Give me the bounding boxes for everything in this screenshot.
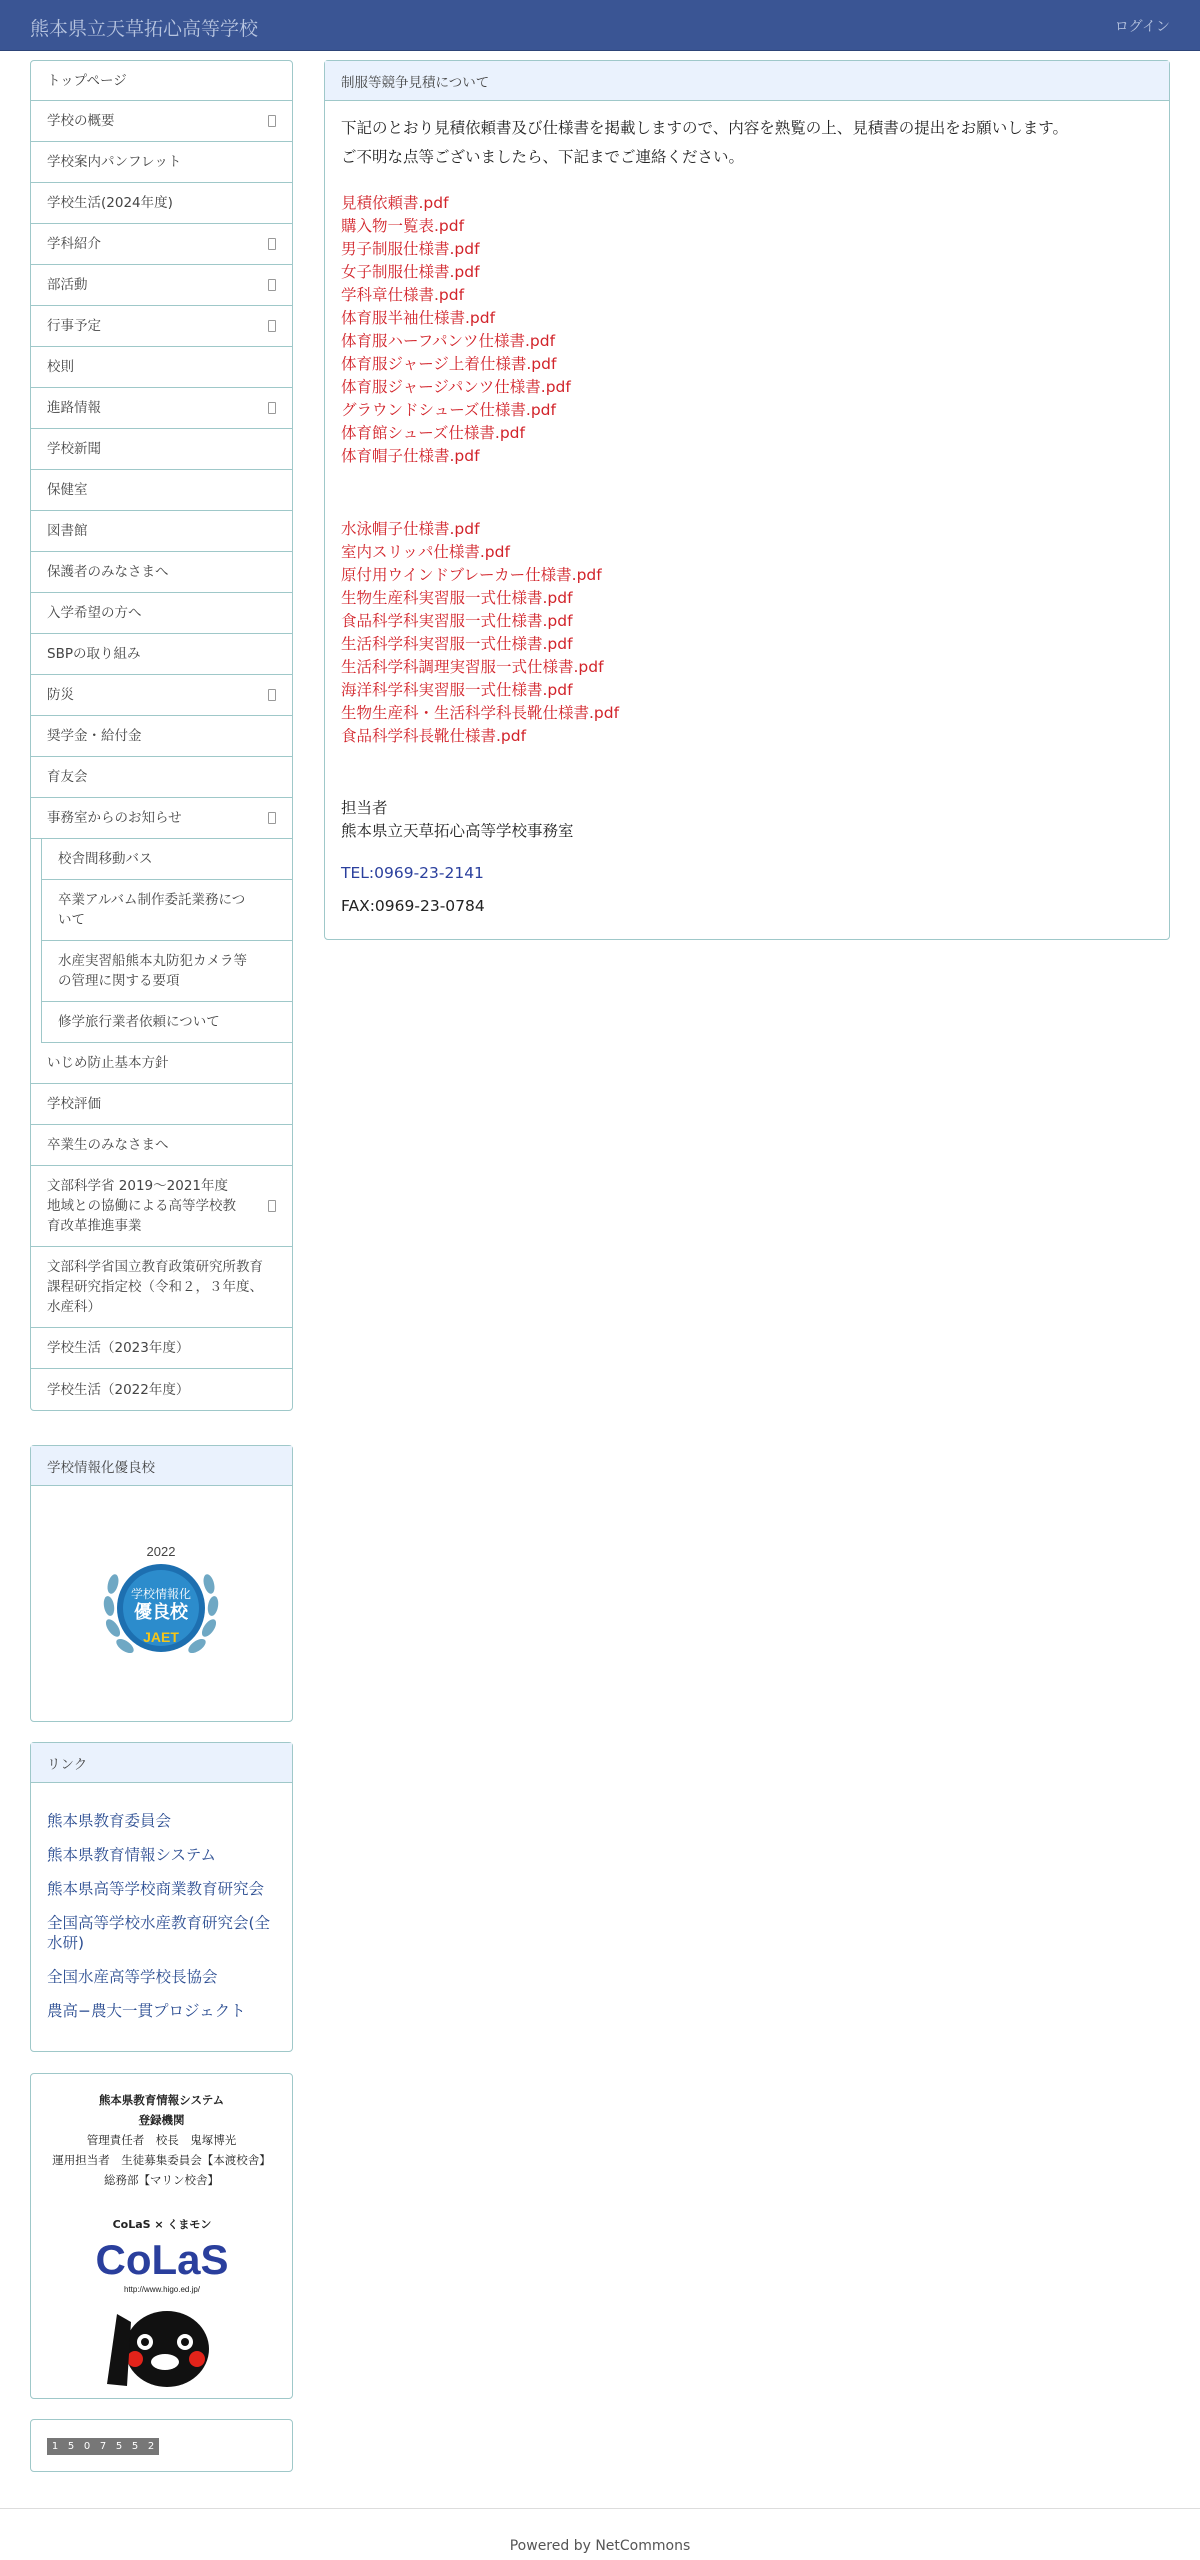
- sidebar-item[interactable]: [31, 347, 292, 388]
- pdf-link[interactable]: 見積依頼書.pdf: [341, 194, 449, 212]
- pdf-link[interactable]: 生物生産科・生活科学科長靴仕様書.pdf: [341, 704, 620, 722]
- expand-caret-icon[interactable]: [268, 812, 276, 824]
- sidebar-item[interactable]: [31, 306, 292, 347]
- pdf-link[interactable]: グラウンドシューズ仕様書.pdf: [341, 401, 556, 419]
- pdf-link[interactable]: 体育帽子仕様書.pdf: [341, 447, 480, 465]
- sidebar-item[interactable]: [31, 1043, 292, 1084]
- sidebar-item[interactable]: [31, 716, 292, 757]
- sidebar-item[interactable]: [31, 183, 292, 224]
- sidebar-item-label: 保健室: [47, 482, 88, 498]
- login-link[interactable]: ログイン: [1114, 19, 1170, 35]
- pdf-link[interactable]: 室内スリッパ仕様書.pdf: [341, 543, 510, 561]
- sidebar-item-label: トップページ: [47, 72, 127, 89]
- counter-digit: 5: [111, 2438, 127, 2455]
- sidebar-item[interactable]: [41, 1002, 292, 1043]
- sidebar-item-label: 文部科学省国立教育政策研究所教育課程研究指定校（令和２，３年度、水産科）: [47, 1259, 263, 1315]
- sidebar-item[interactable]: [31, 61, 292, 101]
- pdf-link[interactable]: 男子制服仕様書.pdf: [341, 240, 480, 258]
- sidebar-item-label: 校則: [47, 359, 74, 375]
- intro-text-1: 下記のとおり見積依頼書及び仕様書を掲載しますので、内容を熟覧の上、見積書の提出をお願いします。: [341, 119, 1068, 137]
- expand-caret-icon[interactable]: [268, 1200, 276, 1212]
- sidebar-item-label: 図書館: [47, 523, 88, 539]
- sidebar-item-label: 事務室からのお知らせ: [47, 810, 182, 826]
- expand-caret-icon[interactable]: [268, 402, 276, 414]
- access-counter-panel: [30, 2419, 293, 2472]
- sidebar-item[interactable]: [31, 1369, 292, 1410]
- sidebar-item-label: 卒業アルバム制作委託業務について: [58, 892, 246, 928]
- sidebar-item[interactable]: [31, 552, 292, 593]
- colas-url: http://www.higo.ed.jp/: [123, 2285, 200, 2294]
- pdf-list-2: [341, 518, 1153, 748]
- pdf-link[interactable]: 女子制服仕様書.pdf: [341, 263, 480, 281]
- counter-digit: 5: [127, 2438, 143, 2455]
- award-badge-image: [91, 1536, 231, 1676]
- pdf-link[interactable]: 食品科学科実習服一式仕様書.pdf: [341, 612, 573, 630]
- sidebar-item-label: 校舎間移動バス: [58, 851, 153, 867]
- top-navbar: [0, 0, 1200, 51]
- info-line: 総務部【マリン校舎】: [104, 2173, 219, 2187]
- sidebar-item-label: 奨学金・給付金: [47, 728, 142, 744]
- sidebar-item-label: 卒業生のみなさまへ: [47, 1137, 169, 1153]
- pdf-link[interactable]: 生活科学科調理実習服一式仕様書.pdf: [341, 658, 604, 676]
- sidebar-item[interactable]: [31, 1084, 292, 1125]
- sidebar-item-label: 学校評価: [47, 1096, 101, 1112]
- sidebar-item-label: 部活動: [47, 277, 88, 293]
- expand-caret-icon[interactable]: [268, 238, 276, 250]
- sidebar-item-label: 学校新聞: [47, 441, 101, 457]
- counter-digit: 1: [47, 2438, 63, 2455]
- sidebar-item[interactable]: [31, 1125, 292, 1166]
- pdf-link[interactable]: 体育服ジャージパンツ仕様書.pdf: [341, 378, 571, 396]
- sidebar-item-label: 文部科学省 2019～2021年度 地域との協働による高等学校教育改革推進事業: [47, 1178, 236, 1234]
- pdf-link[interactable]: 生物生産科実習服一式仕様書.pdf: [341, 589, 573, 607]
- site-title-link[interactable]: 熊本県立天草拓心高等学校: [30, 18, 259, 40]
- tel-link[interactable]: TEL:0969-23-2141: [341, 864, 484, 882]
- sidebar-item[interactable]: [31, 388, 292, 429]
- pdf-link[interactable]: 購入物一覧表.pdf: [341, 217, 465, 235]
- sidebar-item[interactable]: [31, 429, 292, 470]
- sidebar-item-label: 学校案内パンフレット: [47, 154, 182, 170]
- expand-caret-icon[interactable]: [268, 689, 276, 701]
- pdf-link[interactable]: 生活科学科実習服一式仕様書.pdf: [341, 635, 573, 653]
- sidebar-item-label: 進路情報: [47, 400, 101, 416]
- sidebar-item[interactable]: [31, 470, 292, 511]
- links-panel-heading: リンク: [31, 1743, 292, 1783]
- sidebar-item[interactable]: [31, 634, 292, 675]
- sidebar-item[interactable]: [31, 265, 292, 306]
- sidebar-item[interactable]: [31, 511, 292, 552]
- award-panel: [30, 1445, 293, 1722]
- sidebar-item-label: 行事予定: [47, 318, 101, 334]
- info-line: 管理責任者 校長 鬼塚博光: [86, 2133, 237, 2147]
- sidebar-item[interactable]: [31, 798, 292, 839]
- page-heading: 制服等競争見積について: [325, 61, 1169, 101]
- footer-divider: [0, 2508, 1200, 2509]
- sidebar-item[interactable]: [31, 101, 292, 142]
- external-link[interactable]: 全国水産高等学校長協会: [47, 1968, 218, 1986]
- info-line: 登録機関: [138, 2113, 185, 2127]
- sidebar-item[interactable]: [31, 1247, 292, 1328]
- sidebar-item[interactable]: [31, 593, 292, 634]
- pdf-list-1: [341, 192, 1153, 468]
- sidebar-item-label: 学科紹介: [47, 236, 101, 252]
- sidebar-item-label: 保護者のみなさまへ: [47, 564, 169, 580]
- sidebar-item-label: 入学希望の方へ: [47, 605, 142, 621]
- pdf-link[interactable]: 体育服ジャージ上着仕様書.pdf: [341, 355, 557, 373]
- counter-digit: 2: [143, 2438, 159, 2455]
- banner-title: CoLaS × くまモン: [112, 2218, 211, 2231]
- pdf-link[interactable]: 体育服半袖仕様書.pdf: [341, 309, 496, 327]
- award-mark: JAET: [143, 1629, 179, 1645]
- contact-office: 熊本県立天草拓心高等学校事務室: [341, 822, 574, 840]
- sidebar-item-label: 学校生活(2024年度): [47, 195, 173, 211]
- external-link[interactable]: 全国高等学校水産教育研究会(全水研): [47, 1914, 271, 1952]
- access-counter: [47, 2438, 159, 2455]
- expand-caret-icon[interactable]: [268, 279, 276, 291]
- expand-caret-icon[interactable]: [268, 320, 276, 332]
- fax-text: FAX:0969-23-0784: [341, 897, 485, 915]
- expand-caret-icon[interactable]: [268, 115, 276, 127]
- sidebar-item[interactable]: [31, 675, 292, 716]
- sidebar-item[interactable]: [31, 224, 292, 265]
- sidebar-item-label: 学校生活（2022年度）: [47, 1381, 190, 1398]
- sidebar-item[interactable]: [41, 880, 292, 941]
- colas-kumamon-banner[interactable]: [87, 2214, 237, 2394]
- pdf-link[interactable]: 水泳帽子仕様書.pdf: [341, 520, 480, 538]
- pdf-link[interactable]: 食品科学科長靴仕様書.pdf: [341, 727, 527, 745]
- external-link[interactable]: 熊本県教育情報システム: [47, 1846, 216, 1864]
- kumamon-icon: [107, 2311, 209, 2387]
- external-link[interactable]: 農高−農大一貫プロジェクト: [47, 2002, 246, 2020]
- info-system-panel: [30, 2073, 293, 2399]
- pdf-link[interactable]: 原付用ウインドブレーカー仕様書.pdf: [341, 566, 602, 584]
- counter-digit: 0: [79, 2438, 95, 2455]
- pdf-link[interactable]: 体育服ハーフパンツ仕様書.pdf: [341, 332, 556, 350]
- award-text-1: 学校情報化: [130, 1587, 192, 1601]
- info-line: 運用担当者 生徒募集委員会【本渡校舎】: [52, 2153, 271, 2167]
- counter-digit: 7: [95, 2438, 111, 2455]
- sidebar-item-label: 防災: [47, 687, 74, 703]
- colas-logo: CoLaS: [94, 2236, 229, 2283]
- sidebar-item-label: 育友会: [47, 769, 88, 785]
- sidebar-item[interactable]: [31, 1328, 292, 1369]
- sidebar-item-label: SBPの取り組み: [47, 646, 141, 662]
- external-link[interactable]: 熊本県教育委員会: [47, 1812, 172, 1830]
- sidebar-menu: [30, 60, 293, 1411]
- info-line: 熊本県教育情報システム: [98, 2093, 225, 2107]
- sidebar-item[interactable]: [31, 757, 292, 798]
- sidebar-item-label: 学校生活（2023年度）: [47, 1340, 190, 1356]
- pdf-link[interactable]: 学科章仕様書.pdf: [341, 286, 465, 304]
- pdf-link[interactable]: 海洋科学科実習服一式仕様書.pdf: [341, 681, 573, 699]
- intro-text-2: ご不明な点等ございましたら、下記までご連絡ください。: [341, 148, 745, 166]
- sidebar-item[interactable]: [41, 839, 292, 880]
- sidebar-item-label: いじめ防止基本方針: [47, 1055, 169, 1071]
- contact-label: 担当者: [341, 799, 388, 817]
- sidebar-item[interactable]: [31, 1166, 292, 1247]
- footer-powered-by: Powered by NetCommons: [509, 2538, 691, 2554]
- sidebar-item-label: 修学旅行業者依頼について: [58, 1014, 220, 1030]
- sidebar-item[interactable]: [31, 142, 292, 183]
- pdf-link[interactable]: 体育館シューズ仕様書.pdf: [341, 424, 525, 442]
- award-year: 2022: [146, 1544, 176, 1559]
- award-text-2: 優良校: [134, 1602, 188, 1623]
- external-link[interactable]: 熊本県高等学校商業教育研究会: [47, 1880, 265, 1898]
- links-panel: [30, 1742, 293, 2052]
- sidebar-item[interactable]: [41, 941, 292, 1002]
- counter-digit: 5: [63, 2438, 79, 2455]
- award-panel-heading: 学校情報化優良校: [31, 1446, 292, 1486]
- sidebar-item-label: 学校の概要: [47, 113, 115, 129]
- main-content-panel: [324, 60, 1170, 940]
- sidebar-item-label: 水産実習船熊本丸防犯カメラ等の管理に関する要項: [58, 953, 247, 989]
